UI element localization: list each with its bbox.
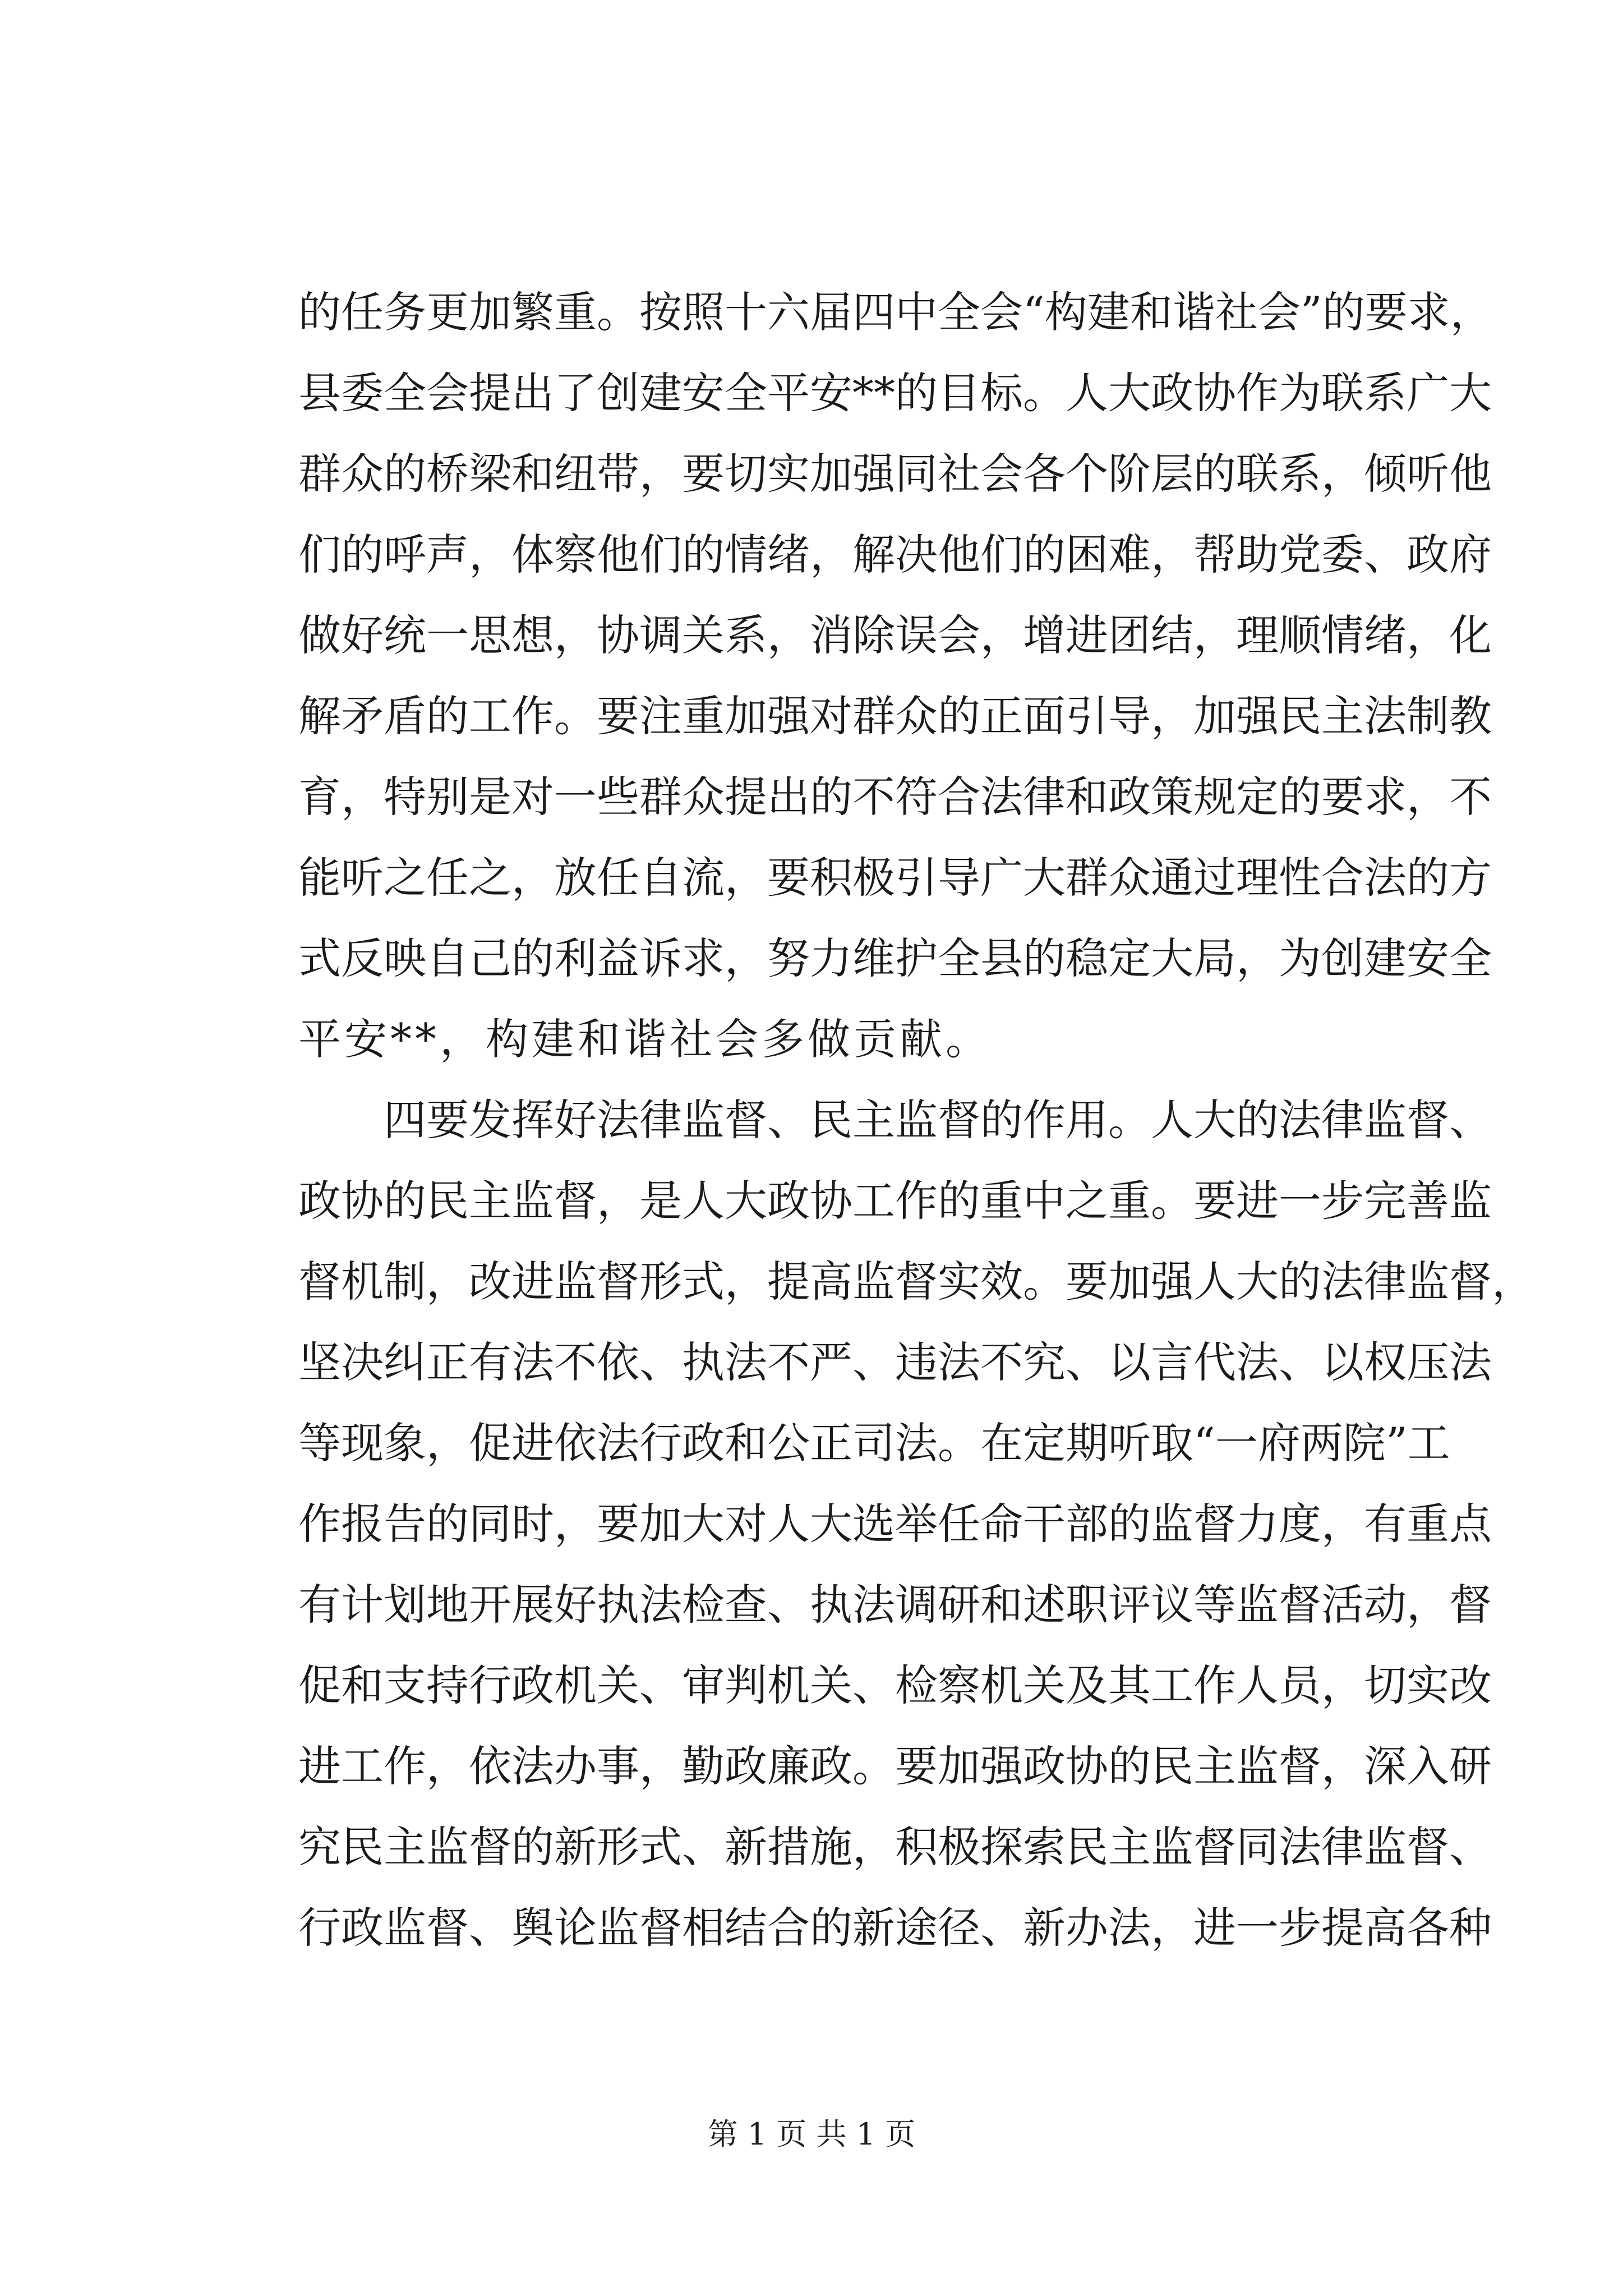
text-line: 做好统一思想，协调关系，消除误会，增进团结，理顺情绪，化 <box>298 610 1492 660</box>
text-line: 促和支持行政机关、审判机关、检察机关及其工作人员，切实改 <box>298 1660 1492 1710</box>
text-line: 们的呼声，体察他们的情绪，解决他们的困难，帮助党委、政府 <box>298 530 1492 579</box>
text-line: 群众的桥梁和纽带，要切实加强同社会各个阶层的联系，倾听他 <box>298 449 1492 499</box>
text-line: 督机制，改进监督形式，提高监督实效。要加强人大的法律监督， <box>298 1257 1534 1306</box>
text-line: 进工作，依法办事，勤政廉政。要加强政协的民主监督，深入研 <box>298 1741 1492 1791</box>
paragraph-start-line: 四要发挥好法律监督、民主监督的作用。人大的法律监督、 <box>384 1095 1492 1145</box>
text-line: 坚决纠正有法不依、执法不严、违法不究、以言代法、以权压法 <box>298 1337 1492 1387</box>
text-line: 县委全会提出了创建安全平安**的目标。人大政协作为联系广大 <box>298 368 1492 418</box>
text-line: 政协的民主监督，是人大政协工作的重中之重。要进一步完善监 <box>298 1176 1492 1226</box>
text-line: 解矛盾的工作。要注重加强对群众的正面引导，加强民主法制教 <box>298 691 1492 741</box>
text-line: 等现象，促进依法行政和公正司法。在定期听取“一府两院”工 <box>298 1418 1450 1468</box>
text-line: 行政监督、舆论监督相结合的新途径、新办法，进一步提高各种 <box>298 1903 1492 1953</box>
text-line: 究民主监督的新形式、新措施，积极探索民主监督同法律监督、 <box>298 1822 1492 1872</box>
text-line: 作报告的同时，要加大对人大选举任命干部的监督力度，有重点 <box>298 1499 1492 1549</box>
text-line: 式反映自己的利益诉求，努力维护全县的稳定大局，为创建安全 <box>298 933 1492 983</box>
text-line: 平安**，构建和谐社会多做贡献。 <box>298 1014 992 1064</box>
text-line: 育，特别是对一些群众提出的不符合法律和政策规定的要求，不 <box>298 772 1492 822</box>
text-line: 的任务更加繁重。按照十六届四中全会“构建和谐社会”的要求， <box>298 287 1493 337</box>
text-line: 能听之任之，放任自流，要积极引导广大群众通过理性合法的方 <box>298 853 1492 903</box>
page-footer: 第 1 页 共 1 页 <box>707 2116 916 2152</box>
text-line: 有计划地开展好执法检查、执法调研和述职评议等监督活动，督 <box>298 1580 1492 1630</box>
body-text <box>298 272 1534 1968</box>
